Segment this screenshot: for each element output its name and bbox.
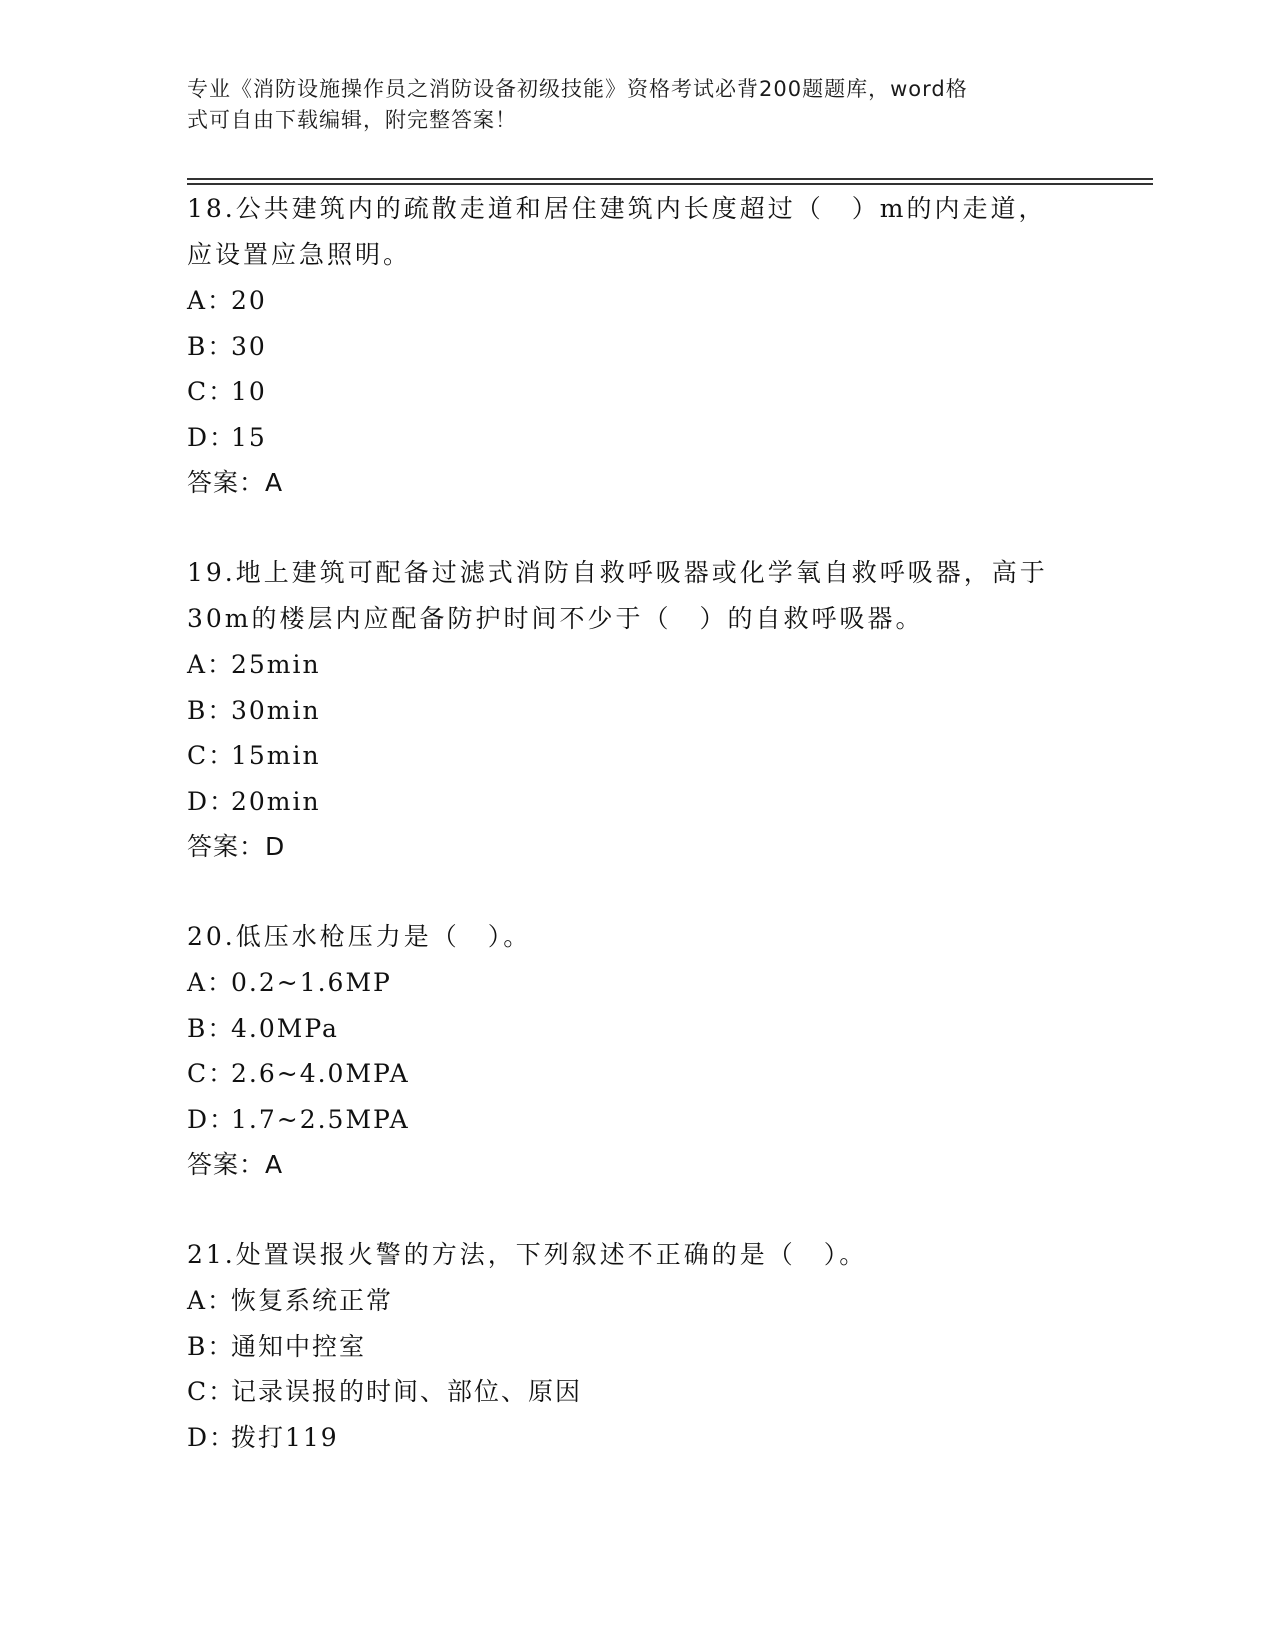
option-d	[187, 1415, 1087, 1461]
option-text: 30	[231, 331, 267, 361]
option-text: 10	[231, 377, 267, 406]
question-text-line: 应设置应急照明。	[187, 240, 412, 269]
option-c	[187, 733, 1087, 779]
option-d	[187, 779, 1087, 825]
option-b	[187, 688, 1087, 734]
option-text: 记录误报的时间、部位、原因	[231, 1377, 583, 1406]
option-letter: B：	[187, 1013, 235, 1043]
option-letter: C：	[187, 1377, 236, 1406]
option-text: 20min	[231, 786, 321, 816]
option-d	[187, 1097, 1087, 1143]
answer-line: 答案：A	[187, 1150, 284, 1179]
option-letter: A：	[187, 286, 235, 315]
option-letter: D：	[187, 1422, 237, 1452]
option-text: 30min	[231, 695, 321, 725]
option-a	[187, 960, 1087, 1006]
option-letter: B：	[187, 331, 235, 361]
option-letter: C：	[187, 377, 236, 406]
option-letter: B：	[187, 1331, 235, 1361]
option-c	[187, 369, 1087, 415]
option-d	[187, 415, 1087, 461]
question-text-line: 19.地上建筑可配备过滤式消防自救呼吸器或化学氧自救呼吸器，高于	[187, 558, 1048, 587]
option-b	[187, 324, 1087, 370]
option-letter: A：	[187, 968, 235, 997]
header-line-2: 式可自由下载编辑，附完整答案！	[187, 108, 517, 132]
option-text: 2.6~4.0MPA	[231, 1059, 410, 1088]
option-b	[187, 1006, 1087, 1052]
header-divider-bottom	[187, 183, 1153, 185]
option-text: 恢复系统正常	[231, 1286, 394, 1315]
option-letter: C：	[187, 741, 236, 770]
option-text: 1.7~2.5MPA	[231, 1104, 410, 1134]
option-a	[187, 1278, 1087, 1324]
option-text: 4.0MPa	[231, 1013, 339, 1043]
question-21	[187, 1232, 1087, 1460]
header-line-1: 专业《消防设施操作员之消防设备初级技能》资格考试必背200题题库，word格	[187, 77, 968, 101]
option-c	[187, 1051, 1087, 1097]
question-text-line: 21.处置误报火警的方法，下列叙述不正确的是（ ）。	[187, 1240, 868, 1269]
option-b	[187, 1324, 1087, 1370]
option-letter: A：	[187, 1286, 235, 1315]
option-a	[187, 278, 1087, 324]
option-c	[187, 1369, 1087, 1415]
option-text: 15min	[231, 741, 321, 770]
question-list	[187, 186, 1087, 1505]
option-letter: A：	[187, 650, 235, 679]
option-letter: C：	[187, 1059, 236, 1088]
option-a	[187, 642, 1087, 688]
answer-line: 答案：A	[187, 468, 284, 497]
question-20	[187, 914, 1087, 1187]
question-19	[187, 550, 1087, 869]
answer-line: 答案：D	[187, 832, 286, 861]
option-letter: D：	[187, 422, 237, 452]
option-letter: B：	[187, 695, 235, 725]
header-divider-top	[187, 178, 1153, 180]
option-text: 20	[231, 286, 267, 315]
option-letter: D：	[187, 786, 237, 816]
question-text-line: 20.低压水枪压力是（ ）。	[187, 922, 532, 951]
question-18	[187, 186, 1087, 505]
option-letter: D：	[187, 1104, 237, 1134]
option-text: 0.2~1.6MP	[231, 968, 392, 997]
option-text: 25min	[231, 650, 321, 679]
document-header	[187, 74, 1067, 136]
question-text-line: 30m的楼层内应配备防护时间不少于（ ）的自救呼吸器。	[187, 604, 924, 633]
option-text: 15	[231, 422, 267, 452]
question-text-line: 18.公共建筑内的疏散走道和居住建筑内长度超过（ ）m的内走道，	[187, 194, 1047, 223]
option-text: 拨打119	[231, 1422, 339, 1452]
option-text: 通知中控室	[231, 1331, 367, 1361]
